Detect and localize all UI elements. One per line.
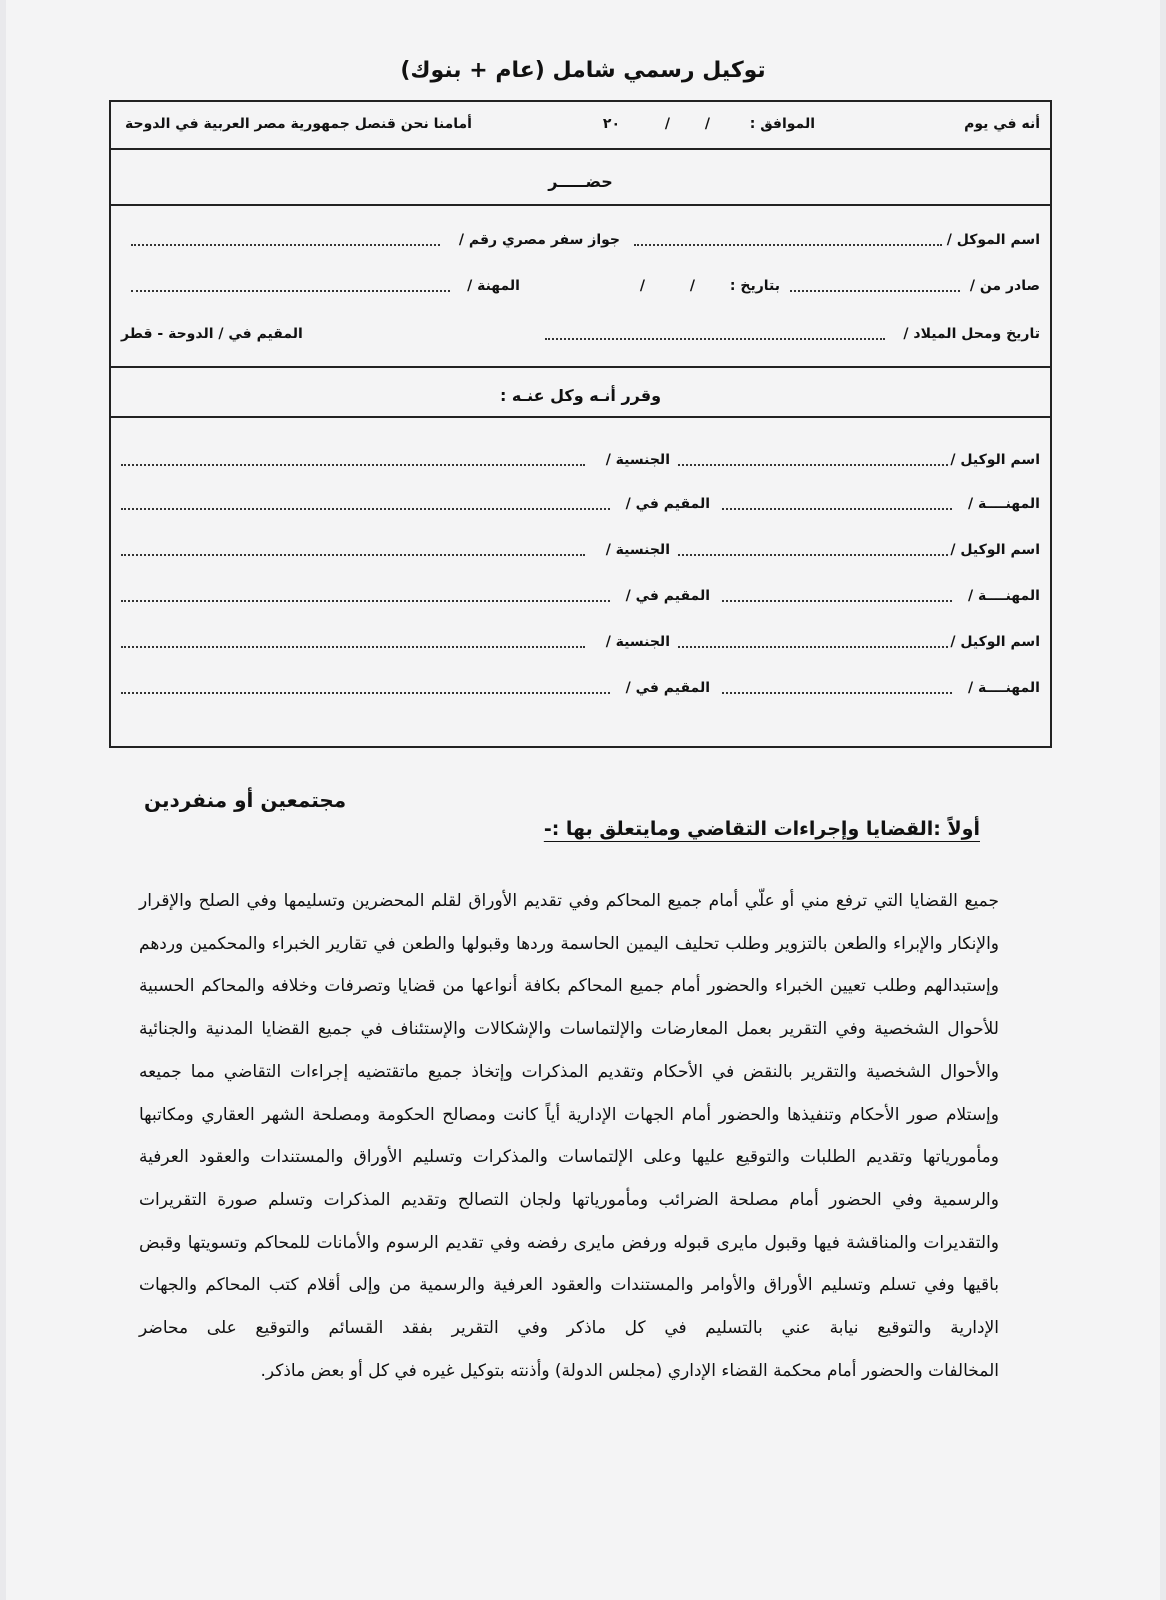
agent-resident-label: المقيم في / (625, 496, 710, 512)
agent-nationality-label: الجنسية / (605, 452, 670, 468)
document-title: توكيل رسمي شامل (عام + بنوك) (400, 58, 766, 83)
together-label: مجتمعين أو منفردين (144, 788, 347, 812)
agent-name-label: اسم الوكيل / (950, 542, 1040, 558)
agent-name-row (121, 452, 1040, 474)
agent-name-field[interactable] (678, 464, 948, 466)
form-frame (109, 100, 1052, 748)
agent-profession-label: المهنــــة / (967, 680, 1040, 696)
principal-birth-row (121, 326, 1040, 348)
birth-label: تاريخ ومحل الميلاد / (903, 326, 1040, 342)
agent-nationality-field[interactable] (121, 554, 585, 556)
divider (111, 204, 1050, 206)
agent-profession-field[interactable] (722, 600, 952, 602)
issue-date-label: بتاريخ : (729, 278, 780, 294)
agent-profession-field[interactable] (722, 692, 952, 694)
issue-date-slashes: / / (639, 278, 695, 294)
agent-nationality-label: الجنسية / (605, 542, 670, 558)
divider (111, 366, 1050, 368)
passport-label: جواز سفر مصري رقم / (458, 232, 620, 248)
agent-resident-field[interactable] (121, 600, 610, 602)
agent-name-row (121, 634, 1040, 656)
attended-label: حضـــــر (548, 172, 613, 191)
agent-nationality-label: الجنسية / (605, 634, 670, 650)
agent-name-label: اسم الوكيل / (950, 452, 1040, 468)
agent-profession-row (121, 588, 1040, 610)
consul-text: أمامنا نحن قنصل جمهورية مصر العربية في الدوحة (125, 116, 472, 132)
agent-nationality-field[interactable] (121, 646, 585, 648)
principal-name-row (121, 232, 1040, 254)
agent-resident-label: المقيم في / (625, 588, 710, 604)
issued-label: صادر من / (969, 278, 1040, 294)
day-label: أنه في يوم (964, 116, 1040, 132)
agent-name-field[interactable] (678, 646, 948, 648)
principal-profession-label: المهنة / (467, 278, 520, 294)
divider (111, 148, 1050, 150)
agent-resident-field[interactable] (121, 508, 610, 510)
section1-body (139, 880, 999, 1392)
passport-number-field[interactable] (131, 244, 440, 246)
header-row (111, 116, 1050, 138)
principal-resident-label: المقيم في / الدوحة - قطر (121, 326, 303, 342)
document-page (6, 0, 1160, 1600)
agent-profession-row (121, 496, 1040, 518)
agent-profession-row (121, 680, 1040, 702)
header-year: ٢٠ (602, 116, 620, 132)
birth-field[interactable] (545, 338, 885, 340)
agreed-label: الموافق : (749, 116, 815, 132)
principal-name-field[interactable] (634, 244, 942, 246)
agent-name-label: اسم الوكيل / (950, 634, 1040, 650)
agent-name-field[interactable] (678, 554, 948, 556)
principal-issued-row (121, 278, 1040, 300)
divider (111, 416, 1050, 418)
section1-paragraph: جميع القضايا التي ترفع مني أو علّي أمام جميع المحاكم وفي تقديم الأوراق لقلم المحضرين وتسليمها وفي الصلح والإقرار والإنكار والإبراء والطعن بالتزوير وطلب تحليف اليمين الحاسمة وردها وقبولها والطعن في تقارير الخبراء والمحكمين وردهم وإستبدالهم وطلب تعيين الخبراء والحضور أمام جميع المحاكم بكافة أنواعها من قضايا وتصرفات وخلافه والمحاكم الحسبية للأحوال الشخصية وفي التقرير بعمل المعارضات والإلتماسات والإشكالات والإستئناف في جميع القضايا المدنية والجنائية والأحوال الشخصية والتقرير بالنقض في الأحكام وتقديم المذكرات وإتخاذ جميع ماتقتضيه إجراءات التقاضي مما جميعه وإستلام صور الأحكام وتنفيذها والحضور أمام الجهات الإدارية أياً كانت ومصالح الحكومة ومصلحة الشهر العقاري ومكاتبها ومأمورياتها وتقديم الطلبات والتوقيع عليها وعلى الإلتماسات والمذكرات وتسليم الأوراق والمستندات والعقود العرفية والرسمية وفي الحضور أمام مصلحة الضرائب ومأمورياتها ولجان التصالح وتقديم المذكرات وتسلم صورة التقريرات والتقديرات والمناقشة فيها وقبول مايرى قبوله ورفض مايرى رفضه وفي تقديم الرسوم والأمانات للمحاكم وتسويتها وقبض باقيها وفي تسلم وتسليم الأوراق والأوامر والمستندات والعقود العرفية والرسمية من وإلى أقلام كتب المحاكم والجهات الإدارية والتوقيع نيابة عني بالتسليم في كل ماذكر وفي التقرير بفقد القسائم والتوقيع على محاضر (139, 891, 999, 1339)
principal-name-label: اسم الموكل / (946, 232, 1040, 248)
declared-label: وقرر أنـه وكل عنـه : (499, 386, 662, 405)
agent-profession-label: المهنــــة / (967, 496, 1040, 512)
agent-nationality-field[interactable] (121, 464, 585, 466)
header-date-slashes: / / (664, 116, 710, 132)
agent-resident-label: المقيم في / (625, 680, 710, 696)
agent-profession-field[interactable] (722, 508, 952, 510)
principal-profession-field[interactable] (131, 290, 450, 292)
issued-from-field[interactable] (790, 290, 960, 292)
section1-title: أولاً :القضايا وإجراءات التقاضي ومايتعلق بها :- (543, 818, 980, 840)
section1-last-line: المخالفات والحضور أمام محكمة القضاء الإداري (مجلس الدولة) وأذنته بتوكيل غيره في كل أو بعض ماذكر. (260, 1360, 999, 1381)
agent-name-row (121, 542, 1040, 564)
agent-profession-label: المهنــــة / (967, 588, 1040, 604)
agent-resident-field[interactable] (121, 692, 610, 694)
